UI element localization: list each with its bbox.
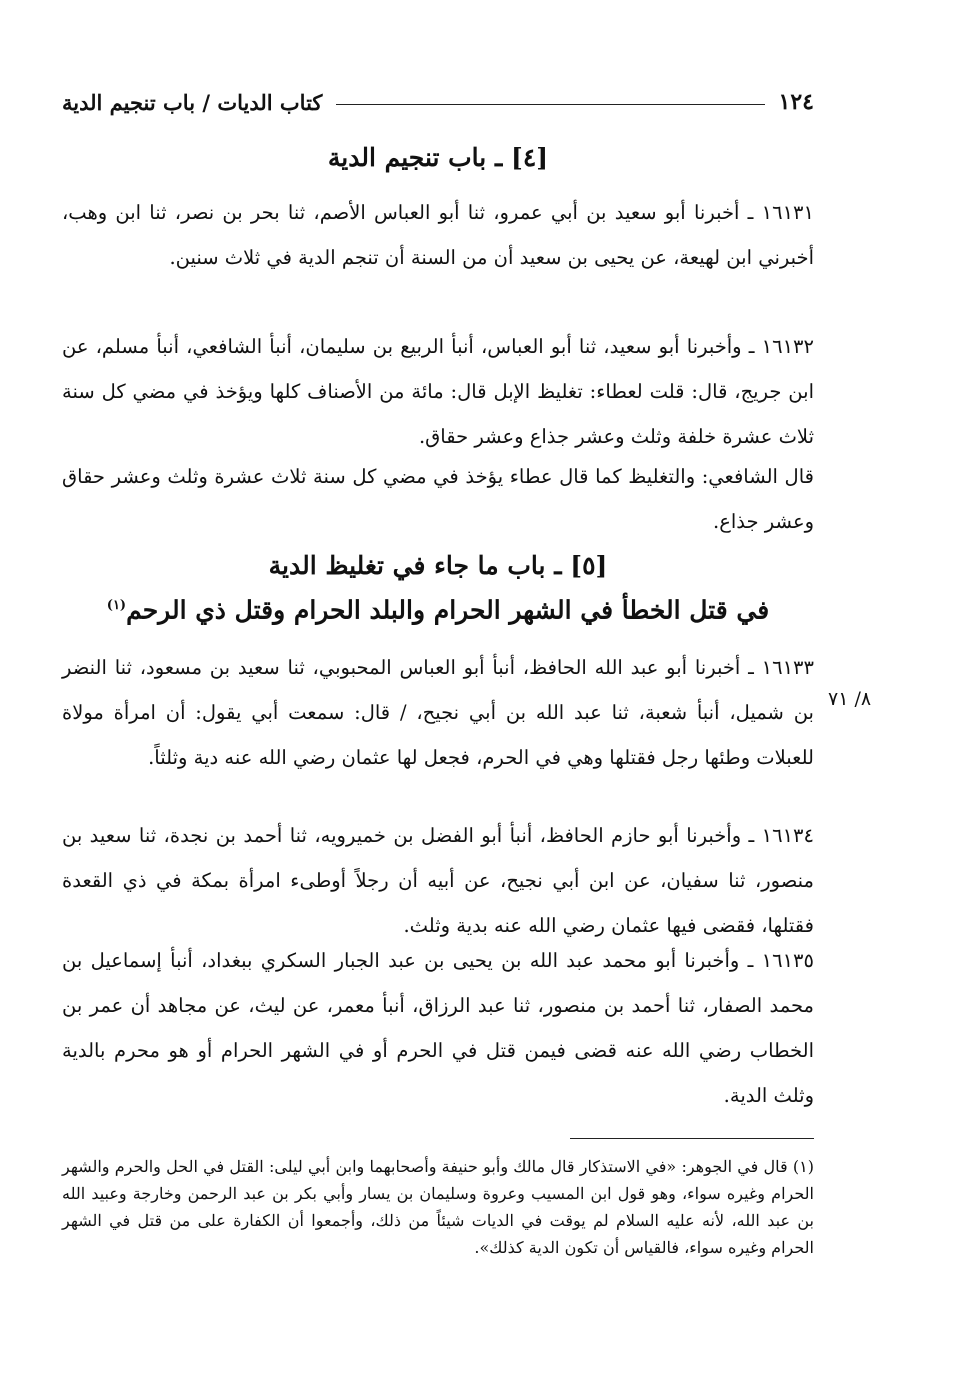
- margin-volume-page-reference: ٨/ ٧١: [828, 688, 872, 710]
- hadith-16135: ١٦١٣٥ ـ وأخبرنا أبو محمد عبد الله بن يحيى بن عبد الجبار السكري ببغداد، أنبأ إسماعيل بن محمد الصفار، ثنا أحمد بن منصور، ثنا عبد الرزاق، أنبأ معمر، عن ليث، عن مجاهد أن عمر بن الخطاب رضي الله عنه قضى فيمن قتل في الحرم أو في الشهر الحرام أو هو محرم بالدية وثلث الدية.: [62, 949, 814, 1107]
- hadith-16133: ١٦١٣٣ ـ أخبرنا أبو عبد الله الحافظ، أنبأ أبو العباس المحبوبي، ثنا سعيد بن مسعود، ثنا النضر بن شميل، أنبأ شعبة، ثنا عبد الله بن أبي نجيح، / قال: سمعت أبي يقول: أن امرأة مولاة للعبلات وطئها رجل فقتلها وهي في الحرم، فجعل لها عثمان رضي الله عنه دية وثلثاً.: [62, 656, 814, 769]
- footnote-1: (١) قال في الجوهر: «في الاستذكار قال مالك وأبو حنيفة وأصحابهما وابن أبي ليلى: القتل في الحل والحرم والشهر الحرام وغيره سواء، وهو قول ابن المسيب وعروة وسليمان بن يسار وأبي بكر بن عبد الرحمن وخارجة وعبيد الله بن عبد الله، لأنه عليه السلام لم يوقت في الديات شيئاً من ذلك، وأجمعوا أن الكفارة على من قتل في الشهر الحرام وغيره سواء، فالقياس أن تكون الدية كذلك».: [62, 1157, 814, 1257]
- hadith-16132: ١٦١٣٢ ـ وأخبرنا أبو سعيد، ثنا أبو العباس، أنبأ الربيع بن سليمان، أنبأ الشافعي، أنبأ مسلم، عن ابن جريج، قال: قلت لعطاء: تغليظ الإبل قال: مائة من الأصناف كلها ويؤخذ في مضي كل سنة ثلاث عشرة خلفة وثلث وعشر جذاع وعشر حقاق.: [62, 335, 814, 448]
- page-number: ١٢٤: [778, 89, 814, 115]
- section-heading-4: [٤] ـ باب تنجيم الدية: [327, 143, 549, 172]
- section-heading-5-line2: [62, 586, 814, 630]
- section-heading-5-line1: [٥] ـ باب ما جاء في تغليظ الدية: [268, 551, 608, 580]
- footnote-separator: [570, 1138, 814, 1139]
- page-header: [62, 84, 814, 120]
- section-heading-5: [62, 546, 814, 630]
- shafii-comment: قال الشافعي: والتغليظ كما قال عطاء يؤخذ في مضي كل سنة ثلاث عشرة وثلث وعشر حقاق وعشر جذاع.: [62, 465, 814, 533]
- hadith-16131: ١٦١٣١ ـ أخبرنا أبو سعيد بن أبي عمرو، ثنا أبو العباس الأصم، ثنا بحر بن نصر، ثنا ابن وهب، أخبرني ابن لهيعة، عن يحيى بن سعيد أن من السنة أن تنجم الدية في ثلاث سنين.: [62, 201, 814, 269]
- header-rule: [336, 104, 764, 105]
- hadith-16134: ١٦١٣٤ ـ وأخبرنا أبو حازم الحافظ، أنبأ أبو الفضل بن خميرويه، ثنا أحمد بن نجدة، ثنا سعيد بن منصور، ثنا سفيان، عن ابن أبي نجيح، عن أبيه أن رجلاً أوطىء امرأة بمكة في ذي القعدة فقتلها، فقضى فيها عثمان رضي الله عنه بدية وثلث.: [62, 824, 814, 937]
- section-heading-5-line2-text: في قتل الخطأ في الشهر الحرام والبلد الحرام وقتل ذي الرحم: [126, 595, 770, 625]
- footnote-mark: (١): [106, 598, 127, 613]
- running-title: كتاب الديات / باب تنجيم الدية: [62, 89, 323, 115]
